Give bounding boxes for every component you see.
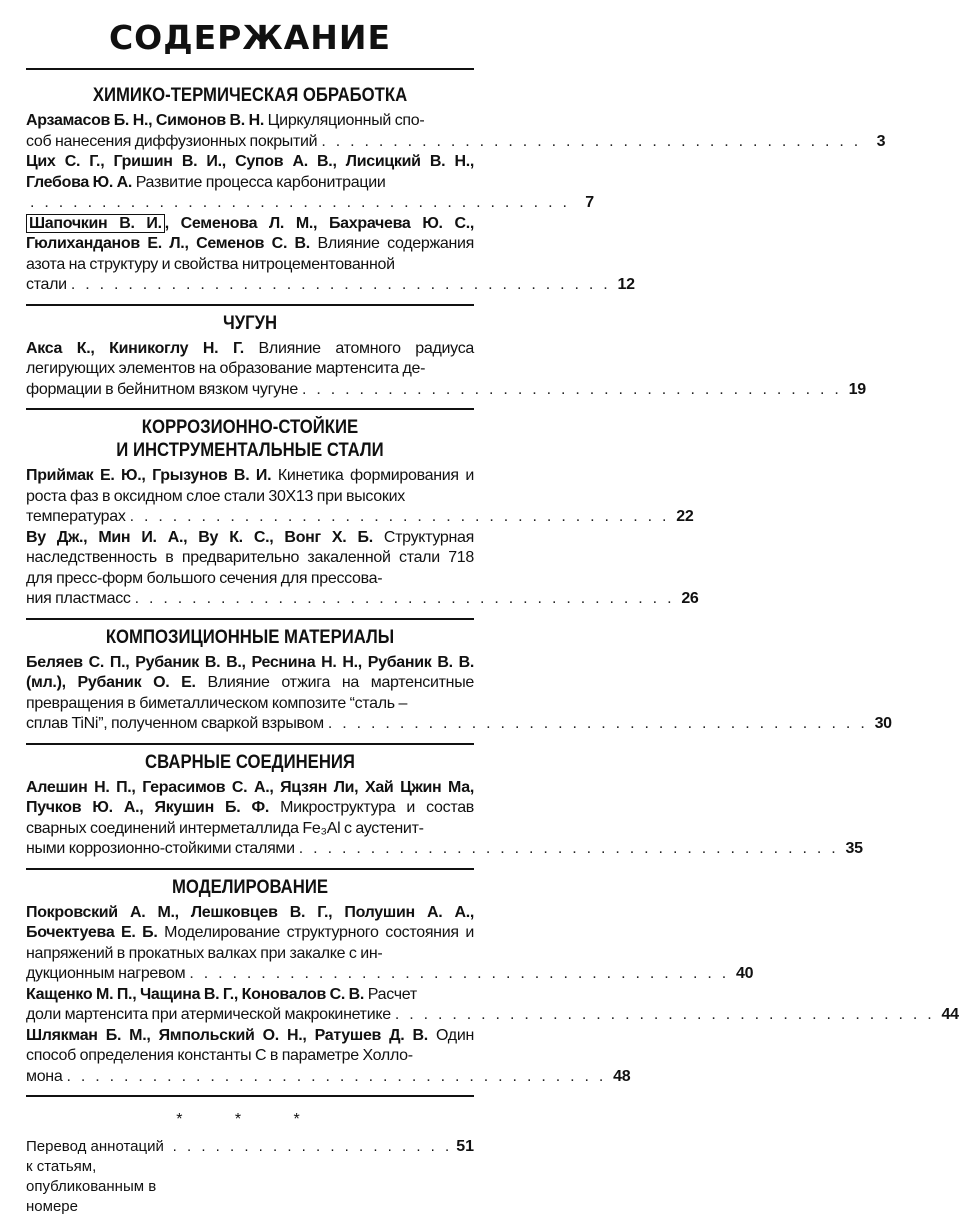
entry-authors: Кащенко М. П., Чащина В. Г., Коновалов С. В.	[26, 985, 365, 1003]
leader-dots: . . . . . . . . . . . . . . . . . . . . . . . . . . . . . . . . . . . . . .	[129, 508, 670, 525]
leader-dots: . . . . . . . . . . . . . . . . . . . . . . . . . . . . . . . . . . . . . .	[189, 965, 730, 982]
toc-entry[interactable]	[26, 528, 699, 610]
entry-title-end: ными коррозионно-стойкими сталями	[26, 840, 295, 857]
entry-title-end: сплав TiNi”, полученном сваркой взрывом	[26, 715, 324, 732]
toc-entry[interactable]	[26, 985, 959, 1026]
entry-body	[26, 152, 474, 193]
section-heading-line2: И ИНСТРУМЕНТАЛЬНЫЕ СТАЛИ	[116, 440, 384, 461]
entry-page-number: 30	[874, 715, 892, 732]
toc-entry[interactable]	[26, 111, 886, 152]
entry-body	[26, 528, 474, 590]
entry-title: Циркуляционный спо-	[267, 112, 425, 129]
entry-body	[26, 1026, 474, 1067]
section-rule	[26, 408, 474, 410]
entry-page-number: 19	[848, 380, 866, 398]
entry-page-number: 44	[941, 1006, 959, 1023]
entry-title: Развитие процесса карбонитрации	[135, 173, 386, 191]
entry-authors: Ву Дж., Мин И. А., Ву К. С., Вонг Х. Б.	[26, 528, 373, 546]
leader-dots: . . . . . . . . . . . . . . . . . . . .	[172, 1138, 453, 1155]
entry-title: Влияние отжига на мартенситные превращения в биметаллическом композите “сталь –	[26, 674, 474, 712]
footer-page-number: 51	[456, 1138, 474, 1155]
entry-authors: Арзамасов Б. Н., Симонов В. Н.	[26, 112, 264, 129]
toc-sections	[26, 84, 959, 1097]
entry-title: Влияние содержания азота на структуру и свойства нитроцементованной	[26, 235, 475, 273]
entry-body	[26, 214, 474, 276]
entry-title-end: мона	[26, 1067, 63, 1085]
toc-entry[interactable]	[26, 778, 863, 860]
entry-title-end: дукционным нагревом	[26, 965, 186, 982]
entry-authors: , Семенова Л. М., Бахрачева Ю. С., Гюлиханданов Е. Л., Семенов С. В.	[26, 214, 474, 252]
entry-title-end: стали	[26, 276, 67, 293]
entry-body	[26, 339, 474, 380]
leader-dots: . . . . . . . . . . . . . . . . . . . . . . . . . . . . . . . . . . . . . .	[66, 1067, 607, 1085]
section-heading: СВАРНЫЕ СОЕДИНЕНИЯ	[145, 751, 355, 773]
footer-entry[interactable]	[26, 1137, 474, 1217]
toc-entry[interactable]	[26, 339, 866, 401]
entry-page-number: 12	[617, 276, 635, 293]
entry-body	[26, 653, 474, 715]
section-heading: КОРРОЗИОННО-СТОЙКИЕ	[141, 417, 359, 438]
entry-body	[26, 985, 474, 1006]
entry-page-number: 7	[585, 194, 594, 211]
entry-title: Влияние атомного радиуса легирующих элементов на образование мартенсита де-	[26, 339, 474, 377]
footer-text: Перевод аннотаций к статьям, опубликованным в номере	[26, 1138, 164, 1215]
entry-body	[26, 903, 474, 965]
entry-last-line	[26, 964, 754, 985]
entry-body	[26, 778, 474, 840]
entry-last-line	[26, 839, 863, 860]
entry-authors: Приймак Е. Ю., Грызунов В. И.	[26, 467, 272, 484]
entry-title: Моделирование структурного состояния и напряжений в прокатных валках при закалке с ин-	[26, 924, 474, 962]
section-heading: ХИМИКО-ТЕРМИЧЕСКАЯ ОБРАБОТКА	[92, 85, 408, 106]
entry-page-number: 3	[876, 132, 886, 150]
entry-page-number: 35	[845, 840, 863, 857]
entry-authors: Беляев С. П., Рубаник В. В., Реснина Н. Н., Рубаник В. В. (мл.), Рубаник О. Е.	[26, 653, 474, 691]
entry-title-end: соб нанесения диффузионных покрытий	[26, 132, 318, 150]
leader-dots: . . . . . . . . . . . . . . . . . . . . . . . . . . . . . . . . . . . . . .	[30, 194, 570, 211]
leader-dots: . . . . . . . . . . . . . . . . . . . . . . . . . . . . . . . . . . . . . .	[70, 276, 611, 293]
entry-authors-boxed: Шапочкин В. И.	[26, 214, 165, 233]
entry-page-number: 40	[736, 965, 754, 982]
leader-dots: . . . . . . . . . . . . . . . . . . . . . . . . . . . . . . . . . . . . . .	[134, 590, 675, 607]
entry-page-number: 22	[676, 508, 694, 525]
entry-authors: Алешин Н. П., Герасимов С. А., Яцзян Ли, Хай Цжин Ма, Пучков Ю. А., Якушин Б. Ф.	[26, 778, 474, 816]
toc-entry[interactable]	[26, 1026, 631, 1088]
toc-entry[interactable]	[26, 152, 594, 214]
entry-title: Микроструктура и состав сварных соединений интерметаллида Fe₃Al с аустенит-	[26, 799, 474, 837]
entry-title-end: формации в бейнитном вязком чугуне	[26, 380, 298, 398]
entry-last-line	[26, 132, 886, 153]
entry-last-line	[26, 380, 866, 401]
entry-page-number: 26	[681, 590, 699, 607]
leader-dots: . . . . . . . . . . . . . . . . . . . . . . . . . . . . . . . . . . . . . .	[298, 840, 839, 857]
page-title: СОДЕРЖАНИЕ	[108, 18, 392, 57]
entry-title-end: ния пластмасс	[26, 590, 131, 607]
leader-dots: . . . . . . . . . . . . . . . . . . . . . . . . . . . . . . . . . . . . . .	[301, 380, 842, 398]
entry-last-line	[26, 275, 635, 296]
section-heading: МОДЕЛИРОВАНИЕ	[171, 876, 329, 898]
leader-dots: . . . . . . . . . . . . . . . . . . . . . . . . . . . . . . . . . . . . . .	[321, 132, 862, 150]
section-rule	[26, 868, 474, 870]
section-rule	[26, 304, 474, 306]
section-rule	[26, 1095, 474, 1097]
entry-last-line	[26, 589, 699, 610]
section-heading: ЧУГУН	[222, 312, 278, 334]
entry-title: Кинетика формирования и роста фаз в оксидном слое стали 30Х13 при высоких	[26, 467, 474, 505]
section-rule	[26, 618, 474, 620]
entry-title: Один способ определения константы C в параметре Холло-	[26, 1026, 474, 1064]
entry-authors: Акса К., Киникоглу Н. Г.	[26, 339, 244, 357]
entry-title: Расчет	[367, 985, 417, 1003]
title-rule	[26, 68, 474, 70]
leader-dots: . . . . . . . . . . . . . . . . . . . . . . . . . . . . . . . . . . . . . .	[327, 715, 868, 732]
entry-last-line	[26, 1005, 959, 1026]
entry-body	[26, 466, 474, 507]
entry-title-end: температурах	[26, 508, 126, 525]
section-separator-stars: * * *	[176, 1111, 324, 1128]
entry-authors: Шлякман Б. М., Ямпольский О. Н., Ратушев Д. В.	[26, 1026, 428, 1044]
entry-last-line	[26, 507, 694, 528]
leader-dots: . . . . . . . . . . . . . . . . . . . . . . . . . . . . . . . . . . . . . .	[394, 1006, 935, 1023]
entry-body	[26, 111, 474, 132]
entry-last-line	[26, 193, 594, 214]
entry-title-end: доли мартенсита при атермической макрокинетике	[26, 1006, 391, 1023]
toc-entry[interactable]	[26, 653, 892, 735]
entry-last-line	[26, 714, 892, 735]
entry-page-number: 48	[613, 1067, 631, 1085]
entry-title: Структурная наследственность в предварительно закаленной стали 718 для пресс-форм большого сечения для прессова-	[26, 528, 474, 587]
toc-entry[interactable]	[26, 903, 754, 985]
toc-entry[interactable]	[26, 466, 694, 528]
toc-entry[interactable]	[26, 214, 635, 296]
section-rule	[26, 743, 474, 745]
section-heading: КОМПОЗИЦИОННЫЕ МАТЕРИАЛЫ	[105, 626, 395, 648]
entry-authors: Покровский А. М., Лешковцев В. Г., Полушин А. А., Бочектуева Е. Б.	[26, 903, 474, 941]
entry-authors: Цих С. Г., Гришин В. И., Супов А. В., Лисицкий В. Н., Глебова Ю. А.	[26, 153, 474, 191]
entry-last-line	[26, 1067, 631, 1088]
